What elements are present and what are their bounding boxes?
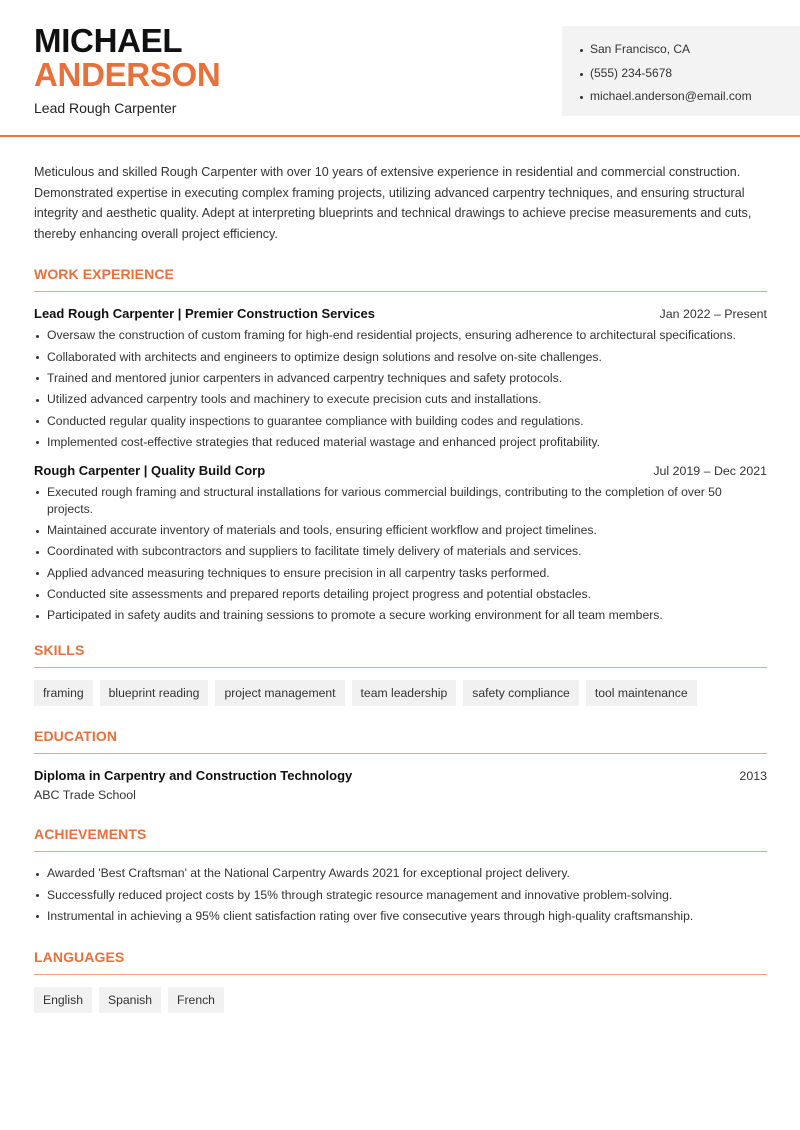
language-tag: Spanish [99, 987, 161, 1013]
resume-header [0, 0, 800, 137]
education-entry [34, 768, 767, 802]
bullet: Collaborated with architects and engineers to optimize design solutions and resolve on-site challenges. [34, 349, 767, 366]
first-name: MICHAEL [34, 22, 183, 59]
bullet: Applied advanced measuring techniques to ensure precision in all carpentry tasks performed. [34, 565, 767, 582]
job-title-heading: Lead Rough Carpenter [34, 100, 177, 116]
bullet: Coordinated with subcontractors and suppliers to facilitate timely delivery of materials and services. [34, 543, 767, 560]
bullet: Participated in safety audits and training sessions to promote a secure working environment for all team members. [34, 607, 767, 624]
job-bullets [34, 327, 767, 450]
section-title-achievements: ACHIEVEMENTS [34, 826, 767, 852]
school: ABC Trade School [34, 788, 136, 803]
section-title-languages: LANGUAGES [34, 949, 767, 975]
last-name: ANDERSON [34, 56, 221, 93]
languages-list [34, 987, 767, 1013]
summary: Meticulous and skilled Rough Carpenter with over 10 years of extensive experience in residential and commercial construction. Demonstrated expertise in executing complex framing projects, utilizing advanced carpentry techniques, and ensuring structural integrity and aesthetic quality. Adept at interpreting blueprints and technical drawings to achieve precise measurements and cuts, thereby enhancing overall project efficiency. [34, 165, 752, 241]
bullet: Trained and mentored junior carpenters in advanced carpentry techniques and safety protocols. [34, 370, 767, 387]
skill-tag: blueprint reading [100, 680, 209, 706]
education-year: 2013 [739, 769, 767, 784]
contact-phone: (555) 234-5678 [580, 62, 800, 86]
job-title: Lead Rough Carpenter | Premier Construction Services [34, 306, 376, 322]
skill-tag: safety compliance [463, 680, 579, 706]
language-tag: English [34, 987, 92, 1013]
job-date: Jan 2022 – Present [659, 307, 767, 322]
achievement: Successfully reduced project costs by 15% through strategic resource management and innovative problem-solving. [34, 887, 767, 904]
bullet: Implemented cost-effective strategies that reduced material wastage and enhanced project profitability. [34, 434, 767, 451]
bullet: Conducted regular quality inspections to guarantee compliance with building codes and regulations. [34, 413, 767, 430]
bullet: Conducted site assessments and prepared reports detailing project progress and potential obstacles. [34, 586, 767, 603]
achievements-list [34, 865, 767, 925]
job-date: Jul 2019 – Dec 2021 [653, 463, 767, 478]
bullet: Utilized advanced carpentry tools and machinery to execute precision cuts and installations. [34, 391, 767, 408]
bullet: Executed rough framing and structural installations for various commercial buildings, contributing to the completion of over 50 projects. [34, 484, 767, 518]
skill-tag: tool maintenance [586, 680, 697, 706]
candidate-name [34, 24, 220, 92]
skill-tag: framing [34, 680, 93, 706]
job-bullets [34, 484, 767, 624]
language-tag: French [168, 987, 224, 1013]
skills-list [34, 680, 767, 706]
resume-body [34, 162, 767, 1013]
job-title: Rough Carpenter | Quality Build Corp [34, 462, 266, 478]
skill-tag: project management [215, 680, 344, 706]
section-title-work: WORK EXPERIENCE [34, 266, 767, 292]
job-entry [34, 463, 767, 624]
degree: Diploma in Carpentry and Construction Technology [34, 768, 353, 784]
section-title-skills: SKILLS [34, 642, 767, 668]
section-title-education: EDUCATION [34, 728, 767, 754]
achievement: Awarded 'Best Craftsman' at the National Carpentry Awards 2021 for exceptional project delivery. [34, 865, 767, 882]
contact-location: San Francisco, CA [580, 38, 800, 62]
contact-box [562, 26, 800, 116]
bullet: Maintained accurate inventory of materials and tools, ensuring efficient workflow and project timelines. [34, 522, 767, 539]
achievement: Instrumental in achieving a 95% client satisfaction rating over five consecutive years through high-quality craftsmanship. [34, 908, 767, 925]
skill-tag: team leadership [352, 680, 457, 706]
contact-email[interactable]: michael.anderson@email.com [580, 85, 800, 109]
bullet: Oversaw the construction of custom framing for high-end residential projects, ensuring adherence to architectural specifications. [34, 327, 767, 344]
job-entry [34, 306, 767, 450]
